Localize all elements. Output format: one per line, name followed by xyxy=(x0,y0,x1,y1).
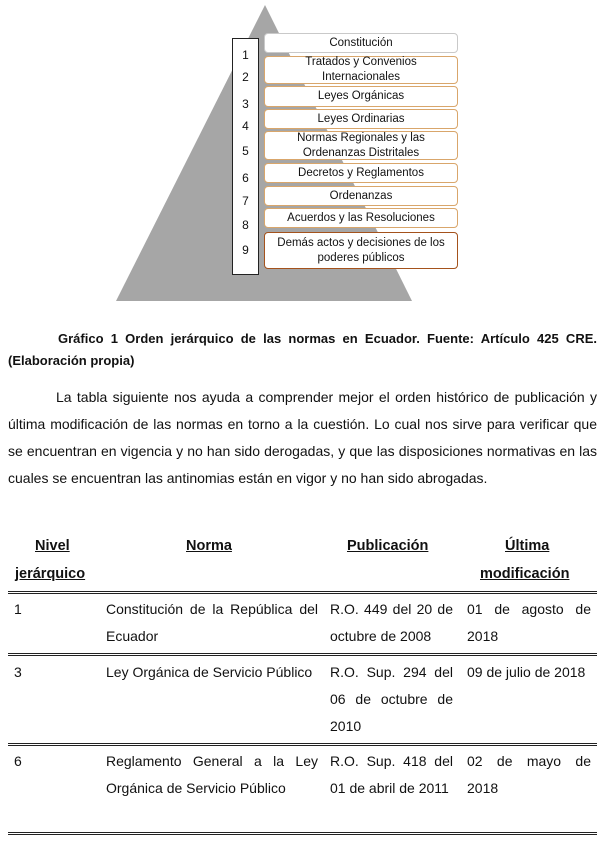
level-box-tratados: Tratados y Convenios Internacionales xyxy=(264,56,458,84)
header-nivel: Nivel xyxy=(35,538,70,554)
level-number: 9 xyxy=(242,243,249,257)
level-number: 5 xyxy=(242,144,249,158)
level-box-ordenanzas: Ordenanzas xyxy=(264,186,458,206)
header-ultima: Última xyxy=(505,538,550,554)
cell-norma: Constitución de la República del Ecuador xyxy=(106,601,318,644)
cell-publicacion: R.O. Sup. 294 del 06 de octubre de 2010 xyxy=(330,664,453,734)
cell-nivel: 1 xyxy=(14,601,22,617)
level-box-normas-regionales: Normas Regionales y las Ordenanzas Distritales xyxy=(264,131,458,160)
header-norma: Norma xyxy=(186,538,232,554)
level-number-column xyxy=(232,38,259,275)
cell-publicacion: R.O. Sup. 418 del 01 de abril de 2011 xyxy=(330,753,453,796)
level-box-acuerdos: Acuerdos y las Resoluciones xyxy=(264,208,458,228)
level-box-leyes-organicas: Leyes Orgánicas xyxy=(264,86,458,107)
cell-nivel: 3 xyxy=(14,664,22,680)
header-publicacion: Publicación xyxy=(347,538,429,554)
table-header-rule xyxy=(8,591,597,594)
cell-norma: Ley Orgánica de Servicio Público xyxy=(106,664,313,680)
level-number: 2 xyxy=(242,70,249,84)
level-box-decretos: Decretos y Reglamentos xyxy=(264,163,458,183)
cell-modificacion: 09 de julio de 2018 xyxy=(467,664,586,680)
header-modificacion: modificación xyxy=(480,566,570,582)
level-box-demas-actos: Demás actos y decisiones de los poderes públicos xyxy=(264,232,458,269)
body-paragraph: La tabla siguiente nos ayuda a comprender mejor el orden histórico de publicación y última modificación de las normas en torno a la cuestión. Lo cual nos sirve para verificar que se encuentran en vigencia y no han sido derogadas, y que las disposiciones normativas en las cuales se encuentran las antinomias están en vigor y no han sido abrogadas. xyxy=(8,389,597,486)
level-number: 1 xyxy=(242,48,249,62)
level-box-leyes-ordinarias: Leyes Ordinarias xyxy=(264,109,458,129)
level-number: 6 xyxy=(242,171,249,185)
header-jerarquico: jerárquico xyxy=(15,566,86,582)
level-number: 4 xyxy=(242,119,249,133)
cell-modificacion: 01 de agosto de 2018 xyxy=(467,601,591,644)
level-number: 3 xyxy=(242,97,249,111)
table-row-rule xyxy=(8,743,597,746)
table-row-rule xyxy=(8,653,597,656)
level-number: 8 xyxy=(242,218,249,232)
level-box-constitucion: Constitución xyxy=(264,33,458,53)
cell-publicacion: R.O. 449 del 20 de octubre de 2008 xyxy=(330,601,453,644)
table-bottom-rule xyxy=(8,832,597,835)
level-number: 7 xyxy=(242,194,249,208)
hierarchy-pyramid-figure xyxy=(0,0,605,310)
cell-norma: Reglamento General a la Ley Orgánica de Servicio Público xyxy=(106,753,318,796)
cell-modificacion: 02 de mayo de 2018 xyxy=(467,753,591,796)
cell-nivel: 6 xyxy=(14,753,22,769)
figure-caption: Gráfico 1 Orden jerárquico de las normas en Ecuador. Fuente: Artículo 425 CRE. (Elaboración propia) xyxy=(8,331,597,368)
